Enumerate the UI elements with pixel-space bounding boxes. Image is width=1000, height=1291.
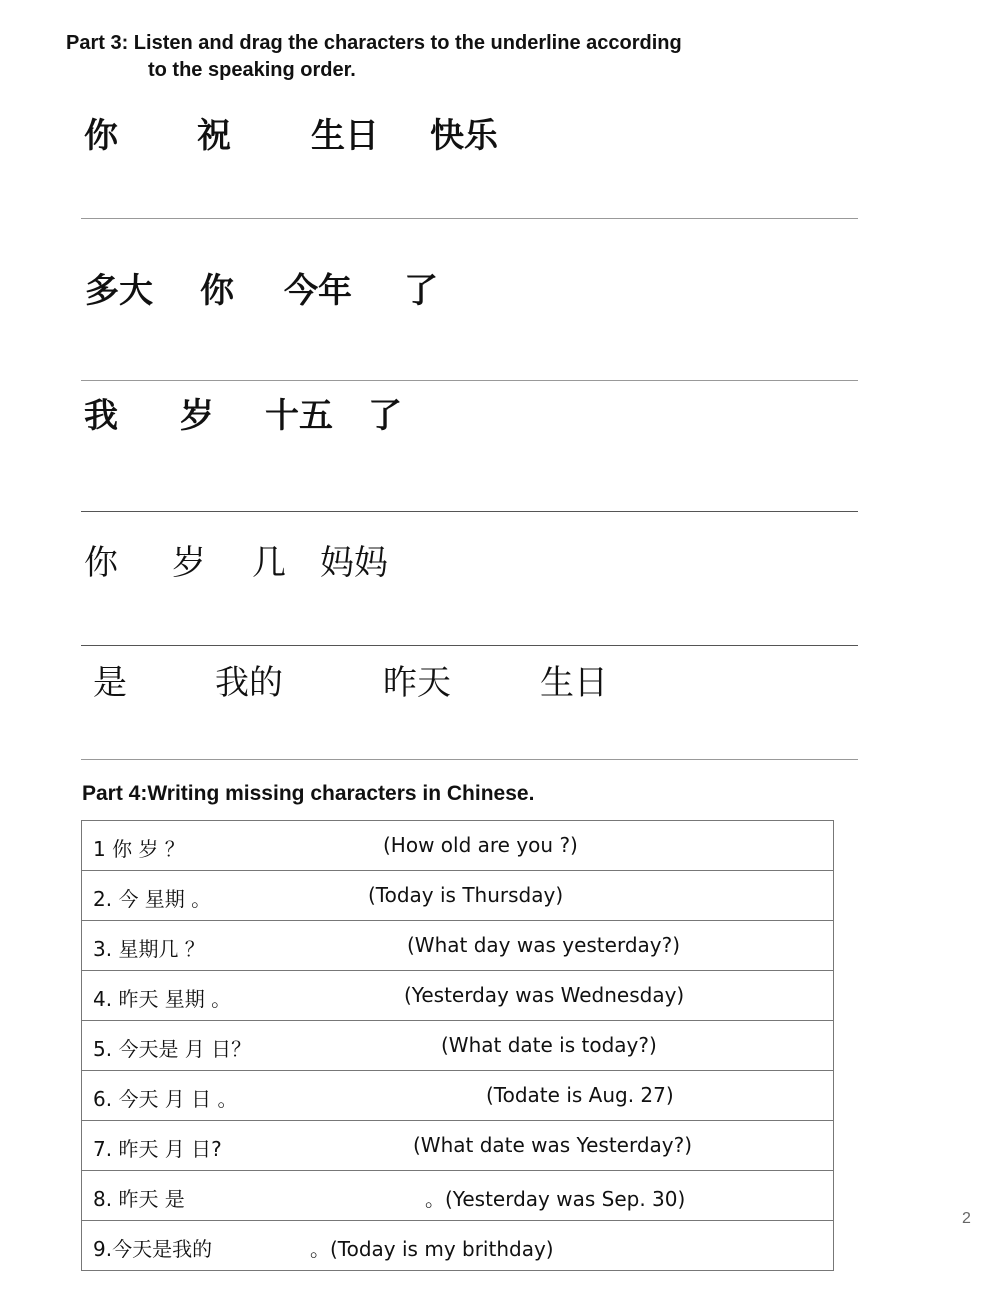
english-hint: (Yesterday was Wednesday): [404, 983, 685, 1007]
draggable-word[interactable]: 生日: [311, 116, 379, 156]
english-hint: (What date was Yesterday?): [413, 1133, 693, 1157]
chinese-prompt: 9.今天是我的: [93, 1237, 213, 1261]
table-row: [82, 871, 834, 921]
draggable-word[interactable]: 你: [200, 271, 234, 311]
english-hint: (Today is Thursday): [368, 883, 564, 907]
draggable-word[interactable]: 了: [404, 271, 438, 311]
draggable-word[interactable]: 今年: [284, 271, 352, 311]
answer-underline-1[interactable]: [81, 218, 858, 219]
draggable-word[interactable]: 是: [93, 663, 127, 703]
draggable-word[interactable]: 我: [84, 396, 118, 436]
table-row: [82, 1171, 834, 1221]
english-hint: 。(Today is my brithday): [310, 1237, 554, 1261]
draggable-word[interactable]: 我的: [215, 663, 283, 703]
english-hint: (What date is today?): [441, 1033, 657, 1057]
answer-underline-2[interactable]: [81, 380, 858, 381]
draggable-word[interactable]: 祝: [197, 116, 231, 156]
draggable-word[interactable]: 生日: [540, 663, 608, 703]
table-row: [82, 921, 834, 971]
page-number: 2: [962, 1210, 971, 1227]
english-hint: (Todate is Aug. 27): [486, 1083, 674, 1107]
draggable-word[interactable]: 几: [252, 543, 286, 583]
draggable-word[interactable]: 岁: [180, 396, 214, 436]
table-row: [82, 1221, 834, 1271]
english-hint: 。(Yesterday was Sep. 30): [425, 1187, 686, 1211]
chinese-prompt: 8. 昨天 是: [93, 1187, 185, 1211]
table-row: [82, 971, 834, 1021]
answer-underline-4[interactable]: [81, 645, 858, 646]
table-row: [82, 1121, 834, 1171]
chinese-prompt: 7. 昨天 月 日?: [93, 1137, 222, 1161]
part3-title-line1: Part 3: Listen and drag the characters to the underline according: [66, 32, 682, 54]
part4-exercise-table: [81, 820, 834, 1271]
chinese-prompt: 6. 今天 月 日 。: [93, 1087, 238, 1111]
part4-title: Part 4:Writing missing characters in Chinese.: [82, 782, 535, 805]
draggable-word[interactable]: 妈妈: [320, 543, 388, 583]
draggable-word[interactable]: 你: [84, 116, 118, 156]
draggable-word[interactable]: 岁: [172, 543, 206, 583]
draggable-word[interactable]: 了: [368, 396, 402, 436]
chinese-prompt: 2. 今 星期 。: [93, 887, 212, 911]
chinese-prompt: 4. 昨天 星期 。: [93, 987, 232, 1011]
chinese-prompt: 1 你 岁 ？: [93, 837, 185, 861]
draggable-word[interactable]: 快乐: [430, 116, 498, 156]
chinese-prompt: 3. 星期几 ？: [93, 937, 205, 961]
english-hint: (How old are you ?): [383, 833, 578, 857]
draggable-word[interactable]: 昨天: [383, 663, 451, 703]
chinese-prompt: 5. 今天是 月 日？: [93, 1037, 252, 1061]
draggable-word[interactable]: 你: [84, 543, 118, 583]
draggable-word[interactable]: 十五: [265, 396, 333, 436]
table-row: [82, 821, 834, 871]
table-row: [82, 1071, 834, 1121]
part3-title-line2: to the speaking order.: [148, 59, 356, 81]
part3-title: [66, 30, 682, 84]
answer-underline-3[interactable]: [81, 511, 858, 512]
english-hint: (What day was yesterday?): [407, 933, 681, 957]
answer-underline-5[interactable]: [81, 759, 858, 760]
table-row: [82, 1021, 834, 1071]
draggable-word[interactable]: 多大: [85, 271, 153, 311]
